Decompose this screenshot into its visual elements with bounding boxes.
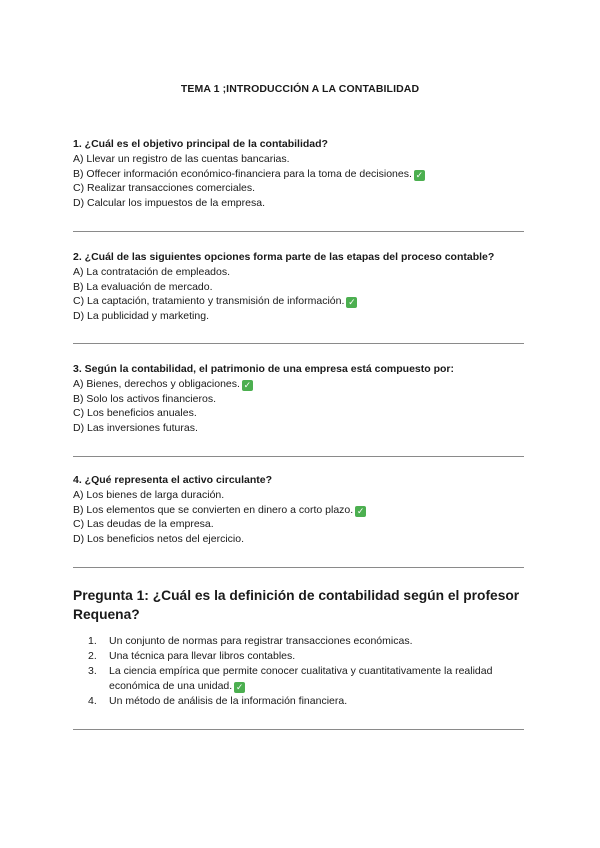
separator <box>73 567 524 568</box>
option-a: A) Bienes, derechos y obligaciones. ✓ <box>73 378 252 390</box>
option-b: B) Los elementos que se convierten en dinero a corto plazo. ✓ <box>73 503 365 516</box>
option-a: A) Los bienes de larga duración. <box>73 489 225 501</box>
question-title: 1. ¿Cuál es el objetivo principal de la contabilidad? <box>73 138 328 150</box>
option-b: B) Solo los activos financieros. <box>73 392 216 405</box>
question-title: 2. ¿Cuál de las siguientes opciones forma parte de las etapas del proceso contable? <box>73 251 495 263</box>
check-mark-icon: ✓ <box>356 505 365 516</box>
option-b: B) La evaluación de mercado. <box>73 280 213 293</box>
option-c: C) Realizar transacciones comerciales. <box>73 182 256 195</box>
check-mark-icon: ✓ <box>415 169 424 180</box>
option-a: A) La contratación de empleados. <box>73 266 231 278</box>
pregunta-heading: Pregunta 1: ¿Cuál es la definición de contabilidad según el profesor Requena? <box>73 588 520 622</box>
option-d: D) Las inversiones futuras. <box>73 421 198 434</box>
option-c: C) Las deudas de la empresa. <box>73 518 214 531</box>
list-item-number: 3. <box>88 665 97 677</box>
option-c: C) Los beneficios anuales. <box>73 407 197 420</box>
separator <box>73 729 524 730</box>
pregunta-options-list <box>88 634 518 709</box>
list-item <box>88 694 518 709</box>
option-a: A) Llevar un registro de las cuentas bancarias. <box>73 153 290 165</box>
list-item-text: Un conjunto de normas para registrar transacciones económicas. <box>109 635 413 647</box>
question-title: 4. ¿Qué representa el activo circulante? <box>73 474 272 486</box>
option-d: D) Calcular los impuestos de la empresa. <box>73 196 265 209</box>
list-item-text: La ciencia empírica que permite conocer cualitativa y cuantitativamente la realidad económica de una unidad. ✓ <box>109 665 493 692</box>
option-c: C) La captación, tratamiento y transmisión de información. ✓ <box>73 295 356 308</box>
list-item-text: Un método de análisis de la información financiera. <box>109 695 348 707</box>
list-item-number: 2. <box>88 650 97 662</box>
option-b: B) Offecer información económico-financiera para la toma de decisiones. ✓ <box>73 167 424 180</box>
option-d: D) La publicidad y marketing. <box>73 309 209 322</box>
question-2 <box>73 250 528 323</box>
list-item-number: 1. <box>88 635 97 647</box>
question-3 <box>73 362 528 435</box>
list-item <box>88 634 518 649</box>
check-mark-icon: ✓ <box>243 380 252 390</box>
check-mark-icon: ✓ <box>235 682 244 692</box>
question-1 <box>73 137 528 210</box>
separator <box>73 456 524 457</box>
list-item-text: Una técnica para llevar libros contables. <box>109 650 296 662</box>
option-d: D) Los beneficios netos del ejercicio. <box>73 532 245 545</box>
separator <box>73 231 524 232</box>
page-title: TEMA 1 ;INTRODUCCIÓN A LA CONTABILIDAD <box>180 83 420 95</box>
list-item <box>88 649 518 664</box>
list-item-number: 4. <box>88 695 97 707</box>
question-title: 3. Según la contabilidad, el patrimonio de una empresa está compuesto por: <box>73 363 454 375</box>
check-mark-icon: ✓ <box>348 297 356 308</box>
question-4 <box>73 473 528 546</box>
separator <box>73 343 524 344</box>
list-item <box>88 664 518 694</box>
